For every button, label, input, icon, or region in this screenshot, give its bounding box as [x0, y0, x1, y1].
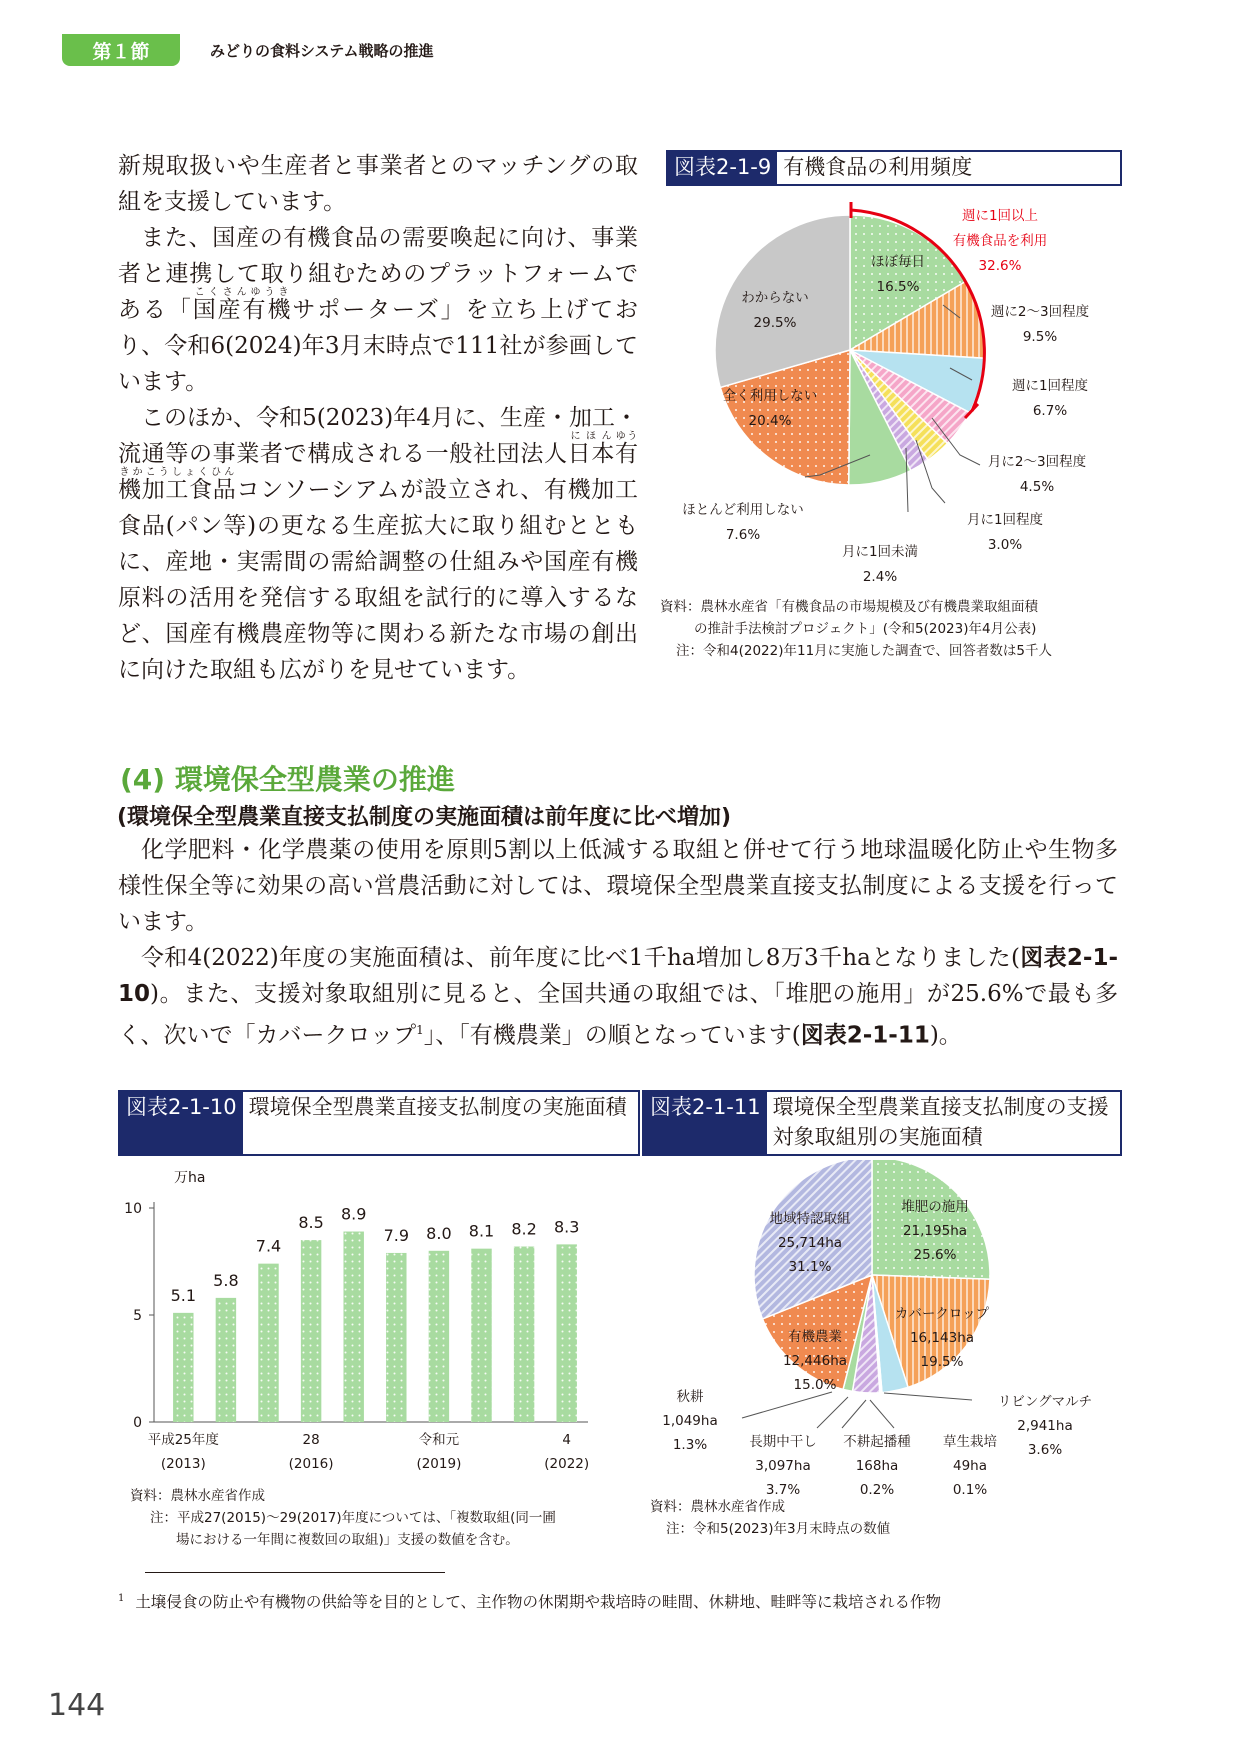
fig11-label-midseason-drain: 長期中干し 3,097ha 3.7% [749, 1434, 817, 1498]
fig10-bar-texture [471, 1249, 491, 1422]
paragraph-2: また、国産の有機食品の需要喚起に向け、事業者と連携して取り組むためのプラットフォームである「国産有機こくさんゆうきサポーターズ」を立ち上げており、令和6(2024)年3月末時点で111社が参画しています。 [118, 225, 639, 395]
fig10-bar-texture [173, 1313, 193, 1422]
fig11-label-grass: 草生栽培 49ha 0.1% [943, 1434, 997, 1498]
fig11-label-living-mulch: リビングマルチ 2,941ha 3.6% [997, 1394, 1093, 1458]
fig10-ref: 図表2-1-10 [118, 945, 1118, 1007]
fig10-bar-texture [216, 1298, 236, 1422]
fig10-bar-texture [556, 1244, 576, 1422]
fig9-label-less-month: 月に1回未満 2.4% [841, 544, 919, 585]
section-tab: 第１節 [62, 34, 180, 66]
footnote: $^1$ 土壌侵食の防止や有機物の供給等を目的として、主作物の休閑期や栽培時の畦間、休耕地、畦畔等に栽培される作物 [118, 1592, 942, 1611]
fig11-label-no-till: 不耕起播種 168ha 0.2% [843, 1434, 911, 1498]
fig9-label-daily: ほぼ毎日 16.5% [871, 254, 925, 295]
footnote-rule [145, 1572, 445, 1573]
fig10-title: 環境保全型農業直接支払制度の実施面積 [248, 1095, 627, 1119]
fig10-x-tick-label: 28 [302, 1432, 320, 1448]
fig9-number: 図表2-1-9 [668, 152, 777, 184]
fig10-bar-chart [118, 1160, 598, 1480]
fig9-source: 資料：農林水産省「有機食品の市場規模及び有機農業取組面積 の推計手法検討プロジェクト」(令和5(2023)年4月公表) 注：令和4(2022)年11月に実施した調査で、回答者数は5千人 [660, 599, 1052, 659]
fig11-title: 環境保全型農業直接支払制度の支援対象取組別の実施面積 [772, 1095, 1109, 1149]
fig9-label-unknown: わからない 29.5% [741, 290, 809, 331]
fig10-bar-texture [343, 1232, 363, 1422]
paragraph-3: このほか、令和5(2023)年4月に、生産・加工・流通等の事業者で構成される一般社団法人日本にほん有機加工食品ゆうきかこうしょくひんコンソーシアムが設立され、有機加工食品(パン等)の更なる生産拡大に取り組むとともに、産地・実需間の需給調整の仕組みや国産有機原料の活用を発信する取組を試行的に導入するなど、国産有機農産物等に関わる新たな市場の創出に向けた取組も広がりを見せています。 [118, 405, 639, 683]
fig10-bar-texture [301, 1240, 321, 1422]
fig11-ref: 図表2-1-11 [800, 1022, 930, 1049]
section4-heading: (4) 環境保全型農業の推進 [120, 763, 455, 796]
fig10-bar-label: 7.9 [383, 1225, 410, 1245]
fig11-number: 図表2-1-11 [644, 1092, 767, 1154]
fig9-label-never: 全く利用しない 20.4% [722, 388, 818, 429]
paragraph-1: 新規取扱いや生産者と事業者とのマッチングの取組を支援しています。 [118, 153, 638, 215]
section4-body-text [118, 832, 1118, 1054]
left-body-text [118, 148, 638, 688]
fig10-x-tick-label: 令和元 [418, 1432, 460, 1448]
fig10-bar-texture [514, 1247, 534, 1422]
fig10-y-tick-label: 10 [124, 1201, 142, 1217]
section4-paragraph-1: 化学肥料・化学農薬の使用を原則5割以上低減する取組と併せて行う地球温暖化防止や生物多様性保全等に効果の高い営農活動に対しては、環境保全型農業直接支払制度による支援を行っています。 [118, 837, 1118, 935]
fig9-title: 有機食品の利用頻度 [783, 155, 973, 179]
fig11-label-autumn-till: 秋耕 1,049ha 1.3% [662, 1389, 718, 1453]
fig10-bar-label: 8.5 [298, 1213, 324, 1233]
fig10-x-tick-label: 平成25年度 [147, 1432, 219, 1448]
fig10-x-tick-year: (2016) [288, 1456, 334, 1472]
fig10-bar-label: 5.1 [170, 1285, 197, 1305]
fig10-bar-label: 8.0 [426, 1223, 452, 1243]
fig9-label-rarely: ほとんど利用しない 7.6% [682, 502, 804, 543]
section4-paragraph-2: 令和4(2022)年度の実施面積は、前年度に比べ1千ha増加し8万3千haとなりました(図表2-1-10)。また、支援対象取組別に見ると、全国共通の取組では、「堆肥の施用」が25.6%で最も多く、次いで「カバークロップ$^1$」、「有機農業」の順となっています(図表2-1-11)。 [118, 945, 1118, 1049]
fig9-label-2-3-week: 週に2～3回程度 9.5% [990, 304, 1090, 345]
fig11-source: 資料：農林水産省作成 注：令和5(2023)年3月末時点の数値 [650, 1499, 891, 1537]
fig10-bar-texture [386, 1253, 406, 1422]
fig10-bar-label: 7.4 [255, 1236, 282, 1256]
fig10-x-tick-year: (2019) [416, 1456, 462, 1472]
fig10-title-box [118, 1090, 640, 1156]
fig10-x-tick-year: (2013) [160, 1456, 206, 1472]
fig11-label-compost: 堆肥の施用 21,195ha 25.6% [901, 1199, 969, 1263]
fig11-label-organic: 有機農業 12,446ha 15.0% [782, 1329, 848, 1393]
fig9-label-1-week: 週に1回程度 6.7% [1011, 378, 1089, 419]
fig10-bar-label: 8.2 [511, 1219, 537, 1239]
fig9-bracket-label: 週に1回以上 有機食品を利用 32.6% [952, 208, 1048, 274]
fig10-bar-label: 8.9 [340, 1204, 367, 1224]
fig9-label-2-3-month: 月に2～3回程度 4.5% [987, 454, 1087, 495]
fig9-label-1-month: 月に1回程度 3.0% [966, 512, 1044, 553]
fig10-x-tick-year: (2022) [544, 1456, 590, 1472]
fig10-x-tick-label: 4 [562, 1432, 571, 1448]
fig10-bar-label: 8.1 [468, 1221, 495, 1241]
fig11-label-cover-crop: カバークロップ 16,143ha 19.5% [894, 1306, 990, 1370]
fig11-title-box [642, 1090, 1122, 1156]
section-title: みどりの食料システム戦略の推進 [210, 42, 434, 60]
fig10-bar-texture [258, 1264, 278, 1422]
fig10-unit: 万ha [174, 1170, 206, 1186]
fig10-y-tick-label: 0 [133, 1415, 142, 1431]
fig10-y-tick-label: 5 [133, 1308, 142, 1324]
fig9-title-box [666, 150, 1122, 186]
fig10-bar-texture [429, 1251, 449, 1422]
fig10-source: 資料：農林水産省作成 注：平成27(2015)～29(2017)年度については、「複数取組(同一圃 場における一年間に複数回の取組)」支援の数値を含む。 [130, 1488, 556, 1548]
fig11-label-regional: 地域特認取組 25,714ha 31.1% [769, 1211, 851, 1275]
page-number: 144 [48, 1688, 106, 1723]
footnote-ref: 1 [416, 1023, 424, 1037]
fig10-bar-label: 8.3 [553, 1217, 580, 1237]
section4-subheading: (環境保全型農業直接支払制度の実施面積は前年度に比べ増加) [117, 805, 732, 830]
fig10-bar-label: 5.8 [213, 1270, 239, 1290]
fig10-number: 図表2-1-10 [120, 1092, 243, 1154]
